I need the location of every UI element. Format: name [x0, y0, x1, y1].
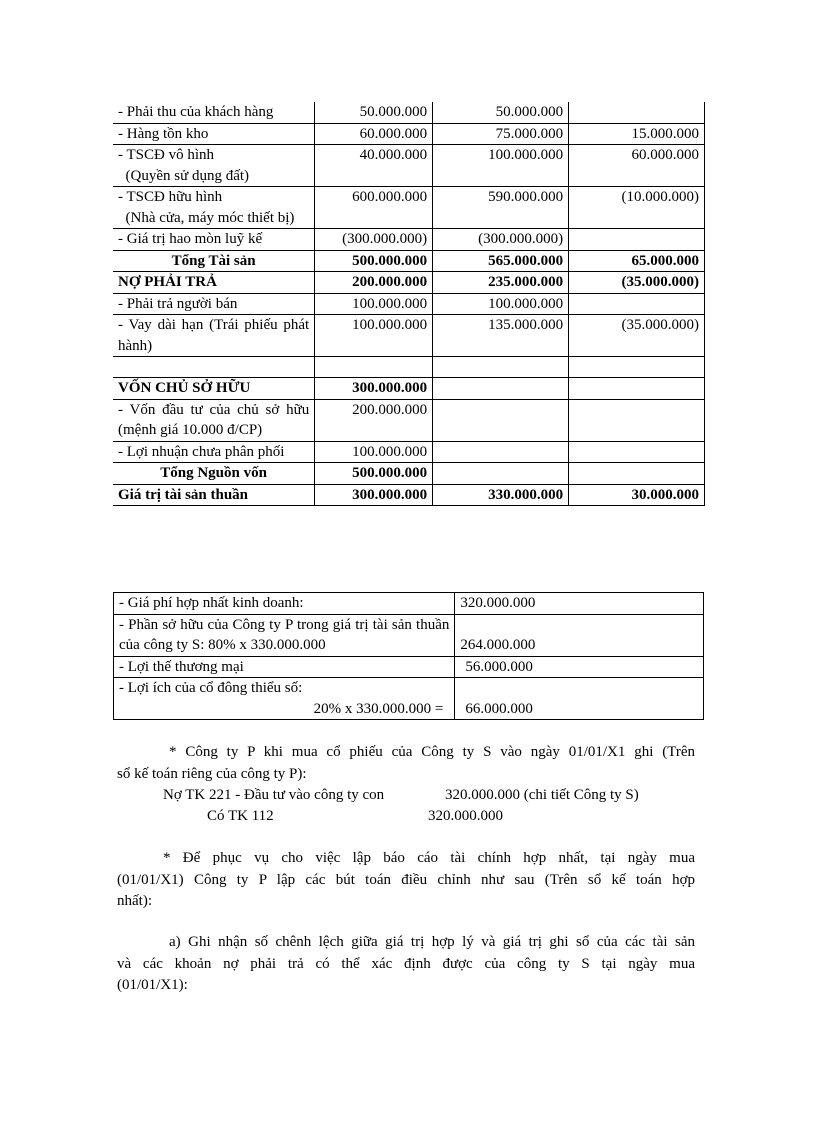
paragraph-line: sổ kế toán riêng của công ty P):	[117, 765, 307, 782]
paragraph-3	[117, 932, 695, 997]
paragraph-line: nhất):	[117, 893, 152, 909]
row-label: - Phần sở hữu của Công ty P trong giá trị tài sản thuần của công ty S: 80% x 330.000.000	[114, 614, 455, 656]
row-label: - Giá trị hao mòn luỹ kế	[113, 229, 315, 251]
cell-difference: 60.000.000	[569, 145, 705, 187]
row-label: - Vốn đầu tư của chủ sở hữu (mệnh giá 10.000 đ/CP)	[113, 399, 315, 441]
row-label: Tổng Tài sản	[113, 250, 315, 272]
cell-difference	[569, 399, 705, 441]
row-label: - Hàng tồn kho	[113, 123, 315, 145]
cell-difference: 65.000.000	[569, 250, 705, 272]
cell-fair-value: 590.000.000	[433, 187, 569, 229]
cell-fair-value	[433, 463, 569, 485]
row-label: - Phải trả người bán	[113, 293, 315, 315]
cell-book-value: 300.000.000	[315, 484, 433, 506]
table-row	[113, 463, 705, 485]
row-label: VỐN CHỦ SỞ HỮU	[113, 378, 315, 400]
row-label: - Lợi nhuận chưa phân phối	[113, 441, 315, 463]
cell-fair-value: 50.000.000	[433, 102, 569, 123]
row-label: - TSCĐ vô hình (Quyền sử dụng đất)	[113, 145, 315, 187]
cell-difference: (35.000.000)	[569, 315, 705, 357]
cell-difference	[569, 357, 705, 378]
row-label: - Vay dài hạn (Trái phiếu phát hành)	[113, 315, 315, 357]
cell-difference	[569, 102, 705, 123]
cell-book-value: 40.000.000	[315, 145, 433, 187]
table-row	[114, 593, 704, 615]
table-row	[113, 187, 705, 229]
paragraph-line: và các khoản nợ phải trả có thể xác định được của công ty S tại ngày mua	[117, 955, 695, 972]
table-row	[114, 614, 704, 656]
cell-fair-value: 100.000.000	[433, 145, 569, 187]
table-row	[113, 378, 705, 400]
paragraph-line: a) Ghi nhận số chênh lệch giữa giá trị hợp lý và giá trị ghi sổ của các tài sản	[169, 934, 695, 950]
entry-credit: Có TK 112	[207, 808, 274, 824]
cell-fair-value	[433, 357, 569, 378]
table-row	[113, 145, 705, 187]
paragraph-2	[117, 848, 695, 913]
row-value: 66.000.000	[455, 678, 704, 720]
cell-book-value: 600.000.000	[315, 187, 433, 229]
row-label: Tổng Nguồn vốn	[113, 463, 315, 485]
table-row	[113, 229, 705, 251]
table-row	[113, 441, 705, 463]
cell-fair-value: 565.000.000	[433, 250, 569, 272]
cell-difference: (10.000.000)	[569, 187, 705, 229]
row-label: NỢ PHẢI TRẢ	[113, 272, 315, 294]
table-row	[113, 315, 705, 357]
table-row	[113, 293, 705, 315]
cell-fair-value	[433, 399, 569, 441]
row-label: - TSCĐ hữu hình (Nhà cửa, máy móc thiết bị)	[113, 187, 315, 229]
row-value: 320.000.000	[455, 593, 704, 615]
row-value: 56.000.000	[455, 656, 704, 678]
row-value: 264.000.000	[455, 614, 704, 656]
table-row	[113, 484, 705, 506]
minority-interest-cell	[114, 678, 455, 720]
goodwill-table	[113, 592, 704, 720]
balance-table	[113, 102, 705, 506]
table-row	[114, 656, 704, 678]
paragraph-1	[117, 742, 695, 785]
table-row	[113, 399, 705, 441]
table-row	[113, 123, 705, 145]
cell-book-value: 100.000.000	[315, 441, 433, 463]
cell-book-value: 500.000.000	[315, 250, 433, 272]
cell-difference	[569, 463, 705, 485]
cell-fair-value	[433, 441, 569, 463]
paragraph-line: * Để phục vụ cho việc lập báo cáo tài chính hợp nhất, tại ngày mua	[163, 850, 695, 866]
cell-fair-value: 135.000.000	[433, 315, 569, 357]
cell-difference	[569, 229, 705, 251]
cell-book-value: 300.000.000	[315, 378, 433, 400]
cell-book-value: 60.000.000	[315, 123, 433, 145]
table-row	[113, 250, 705, 272]
cell-book-value: 100.000.000	[315, 293, 433, 315]
table-row	[113, 272, 705, 294]
row-label: - Giá phí hợp nhất kinh doanh:	[114, 593, 455, 615]
paragraph-line: * Công ty P khi mua cổ phiếu của Công ty S vào ngày 01/01/X1 ghi (Trên	[169, 744, 695, 760]
cell-difference	[569, 441, 705, 463]
cell-fair-value: 235.000.000	[433, 272, 569, 294]
row-formula: 20% x 330.000.000 =	[313, 700, 444, 717]
cell-difference: 15.000.000	[569, 123, 705, 145]
row-label: Giá trị tài sản thuần	[113, 484, 315, 506]
cell-book-value: 500.000.000	[315, 463, 433, 485]
cell-fair-value	[433, 378, 569, 400]
row-label: - Lợi thế thương mại	[114, 656, 455, 678]
cell-fair-value: 75.000.000	[433, 123, 569, 145]
cell-difference	[569, 293, 705, 315]
paragraph-line: (01/01/X1):	[117, 977, 188, 993]
cell-fair-value: (300.000.000)	[433, 229, 569, 251]
cell-difference: (35.000.000)	[569, 272, 705, 294]
cell-book-value: 200.000.000	[315, 272, 433, 294]
cell-book-value: (300.000.000)	[315, 229, 433, 251]
cell-book-value: 200.000.000	[315, 399, 433, 441]
table-row	[114, 678, 704, 720]
cell-book-value	[315, 357, 433, 378]
row-label: - Phải thu của khách hàng	[113, 102, 315, 123]
row-label	[113, 357, 315, 378]
cell-fair-value: 330.000.000	[433, 484, 569, 506]
cell-book-value: 50.000.000	[315, 102, 433, 123]
paragraph-line: (01/01/X1) Công ty P lập các bút toán điều chỉnh như sau (Trên sổ kế toán hợp	[117, 871, 695, 888]
row-label: - Lợi ích của cổ đông thiểu số:	[119, 680, 303, 696]
entry-credit-amount: 320.000.000	[428, 808, 503, 824]
entry-debit: Nợ TK 221 - Đầu tư vào công ty con	[163, 787, 385, 803]
cell-difference: 30.000.000	[569, 484, 705, 506]
cell-fair-value: 100.000.000	[433, 293, 569, 315]
entry-debit-amount: 320.000.000 (chi tiết Công ty S)	[445, 787, 639, 803]
table-row	[113, 102, 705, 123]
table-row	[113, 357, 705, 378]
cell-book-value: 100.000.000	[315, 315, 433, 357]
cell-difference	[569, 378, 705, 400]
